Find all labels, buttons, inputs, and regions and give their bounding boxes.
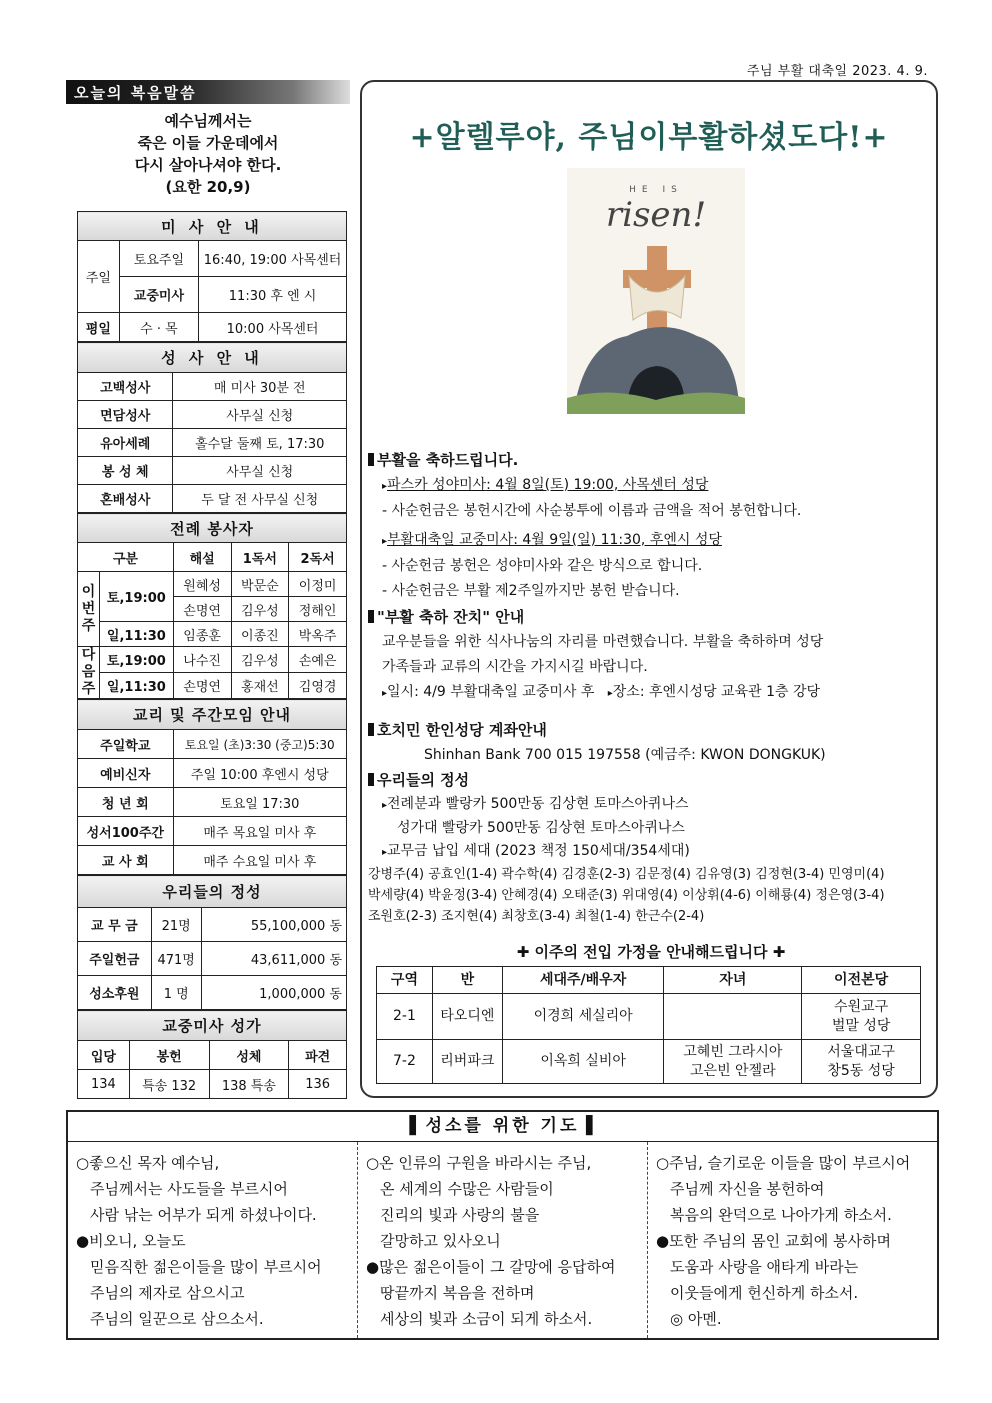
- minister-cell: 나수진: [173, 647, 231, 673]
- catechesis-value: 토요일 (초)3:30 (중고)5:30: [173, 730, 346, 759]
- minister-cell: 박문순: [231, 572, 289, 597]
- gospel-line: (요한 20,9): [165, 178, 251, 196]
- ministers-title: 전례 봉사자: [78, 514, 347, 543]
- vocation-prayer-box: [66, 1110, 939, 1340]
- donation-line: 성가대 빨랑카 500만동 김상현 토마스아퀴나스: [397, 820, 685, 836]
- newcomers-header: 구역: [377, 967, 433, 994]
- hymn-value: 134: [78, 1070, 130, 1099]
- prayer-line: 주님의 제자로 삼으시고: [90, 1284, 245, 1302]
- prayer-line: ○온 인류의 구원을 바라시는 주님,: [366, 1154, 592, 1172]
- parish-label: 교중미사: [119, 277, 198, 313]
- header-date: 주님 부활 대축일 2023. 4. 9.: [746, 64, 928, 79]
- minister-cell: 손명연: [173, 673, 231, 699]
- offering-label: 성소후원: [78, 976, 152, 1010]
- minister-slot: 토,19:00: [99, 647, 173, 673]
- newcomers-header: 반: [432, 967, 502, 994]
- catechesis-label: 성서100주간: [78, 817, 174, 846]
- minister-cell: 김우성: [231, 597, 289, 622]
- prayer-line: ◎ 아멘.: [670, 1310, 722, 1328]
- gospel-line: 다시 살아나셔야 한다.: [134, 156, 282, 174]
- vigil-note: - 사순헌금은 봉헌시간에 사순봉투에 이름과 금액을 적어 봉헌합니다.: [382, 503, 802, 519]
- ministers-table: [77, 513, 347, 699]
- offering-table: [77, 875, 347, 1010]
- sacrament-table: [77, 342, 347, 513]
- section-heading: 부활을 축하드립니다.: [368, 448, 934, 473]
- prayer-line: 복음의 완덕으로 나아가게 하소서.: [670, 1206, 892, 1224]
- prayer-line: ●또한 주님의 몸인 교회에 봉사하며: [656, 1232, 892, 1250]
- newcomer-kids: 고혜빈 그라시아 고은빈 안젤라: [664, 1040, 802, 1084]
- newcomers-header: 세대주/배우자: [502, 967, 664, 994]
- hymn-header: 성체: [209, 1041, 289, 1070]
- hymn-header: 봉헌: [129, 1041, 209, 1070]
- square-bullet-icon: [368, 723, 374, 736]
- easter-section: [368, 448, 934, 604]
- prayer-line: 진리의 빛과 사랑의 불을: [380, 1206, 540, 1224]
- prayer-line: ●비오니, 오늘도: [76, 1232, 186, 1250]
- minister-cell: 이정미: [289, 572, 347, 597]
- prayer-column: [357, 1142, 647, 1338]
- catechesis-label: 예비신자: [78, 759, 174, 788]
- prayer-line: 주님께 자신을 봉헌하여: [670, 1180, 825, 1198]
- minister-cell: 정해인: [289, 597, 347, 622]
- catechesis-value: 매주 수요일 미사 후: [173, 846, 346, 875]
- day-line: [368, 528, 934, 554]
- minister-cell: 원혜성: [173, 572, 231, 597]
- offering-amount: 43,611,000 동: [201, 942, 346, 976]
- section-heading: 호치민 한인성당 계좌안내: [368, 718, 934, 743]
- weekday-days: 수 · 목: [119, 313, 198, 342]
- minister-cell: 홍재선: [231, 673, 289, 699]
- sacrament-label: 고백성사: [78, 373, 173, 401]
- vigil-line: [368, 473, 934, 499]
- prayer-line: 갈망하고 있사오니: [380, 1232, 501, 1250]
- prayer-line: 믿음직한 젊은이들을 많이 부르시어: [90, 1258, 322, 1276]
- gospel-line: 죽은 이들 가운데에서: [137, 134, 279, 152]
- newcomer-ban: 타오디엔: [432, 994, 502, 1040]
- minister-cell: 임종훈: [173, 622, 231, 647]
- gospel-title: 오늘의 복음말씀: [66, 80, 350, 104]
- hymn-header: 입당: [78, 1041, 130, 1070]
- section-heading: "부활 축하 잔치" 안내: [368, 605, 934, 630]
- hymn-header: 파견: [289, 1041, 347, 1070]
- vigil-info: 파스카 성야미사: 4월 8일(토) 19:00, 사목센터 성당: [387, 477, 709, 493]
- donor-names-line: 조원호(2-3) 조지현(4) 최창호(3-4) 최철(1-4) 한근수(2-4): [368, 909, 705, 924]
- minister-cell: 손명연: [173, 597, 231, 622]
- offering-count: 471명: [151, 942, 201, 976]
- sacrament-value: 매 미사 30분 전: [173, 373, 347, 401]
- left-column: [66, 80, 350, 1099]
- sacrament-value: 홀수달 둘째 토, 17:30: [173, 429, 347, 457]
- ministers-header: 1독서: [231, 543, 289, 572]
- party-section: [368, 605, 934, 706]
- sacrament-label: 혼배성사: [78, 485, 173, 513]
- hymn-value: 특송 132: [129, 1070, 209, 1099]
- hymns-title: 교중미사 성가: [78, 1011, 347, 1041]
- newcomer-prev-parish: 수원교구 벌말 성당: [802, 994, 921, 1040]
- offering-count: 21명: [151, 908, 201, 942]
- ministers-header: 해설: [173, 543, 231, 572]
- offering-label: 주일헌금: [78, 942, 152, 976]
- gospel-line: 예수님께서는: [164, 112, 252, 130]
- newcomers-table: [376, 966, 921, 1084]
- offering-amount: 55,100,000 동: [201, 908, 346, 942]
- prayer-line: 땅끝까지 복음을 전하며: [380, 1284, 535, 1302]
- weekday-time: 10:00 사목센터: [199, 313, 347, 342]
- catechesis-label: 교 사 회: [78, 846, 174, 875]
- art-script-text: risen!: [605, 195, 707, 235]
- parish-time: 11:30 후 엔 시: [199, 277, 347, 313]
- day-note: - 사순헌금은 부활 제2주일까지만 봉헌 받습니다.: [382, 583, 680, 599]
- prayer-line: 온 세계의 수많은 사람들이: [380, 1180, 554, 1198]
- catechesis-label: 주일학교: [78, 730, 174, 759]
- mass-table: [77, 211, 347, 342]
- account-line: Shinhan Bank 700 015 197558 (예금주: KWON DONGKUK): [424, 747, 826, 763]
- prayer-line: 세상의 빛과 소금이 되게 하소서.: [380, 1310, 593, 1328]
- sacrament-label: 유아세례: [78, 429, 173, 457]
- minister-cell: 박옥주: [289, 622, 347, 647]
- sacrament-title: 성 사 안 내: [78, 343, 347, 373]
- catechesis-value: 주일 10:00 후엔시 성당: [173, 759, 346, 788]
- party-text: 교우분들을 위한 식사나눔의 자리를 마련했습니다. 부활을 축하하며 성당: [382, 634, 824, 650]
- minister-slot: 일,11:30: [99, 622, 173, 647]
- party-info: ▸일시: 4/9 부활대축일 교중미사 후 ▸장소: 후엔시성당 교육관 1층 강당: [382, 684, 821, 700]
- prayer-line: 이웃들에게 헌신하게 하소서.: [670, 1284, 859, 1302]
- triangle-bullet-icon: ▸: [607, 688, 613, 699]
- newcomers-header: 이전본당: [802, 967, 921, 994]
- prayer-line: ●많은 젊은이들이 그 갈망에 응답하여: [366, 1258, 616, 1276]
- triangle-bullet-icon: ▸: [382, 847, 388, 858]
- ministers-header: 구분: [78, 543, 174, 572]
- offering-amount: 1,000,000 동: [201, 976, 346, 1010]
- hymn-value: 138 특송: [209, 1070, 289, 1099]
- sacrament-label: 면담성사: [78, 401, 173, 429]
- party-text: 가족들과 교류의 시간을 가지시길 바랍니다.: [382, 659, 648, 675]
- section-heading: 우리들의 정성: [368, 768, 934, 793]
- art-top-text: HE IS: [629, 185, 683, 195]
- news-panel: [360, 80, 938, 1098]
- weekday-label: 평일: [78, 313, 120, 342]
- gospel-text: [66, 110, 350, 198]
- square-bullet-icon: [368, 773, 374, 786]
- day-note: - 사순헌금 봉헌은 성야미사와 같은 방식으로 합니다.: [382, 558, 703, 574]
- ministers-header: 2독서: [289, 543, 347, 572]
- minister-cell: 김영경: [289, 673, 347, 699]
- sacrament-value: 사무실 신청: [173, 457, 347, 485]
- offering-label: 교 무 금: [78, 908, 152, 942]
- he-is-risen-illustration: [567, 168, 745, 414]
- next-week-label: 다음주: [78, 647, 100, 699]
- newcomer-prev-parish: 서울대교구 창5동 성당: [802, 1040, 921, 1084]
- sunday-label: 주일: [78, 241, 120, 313]
- square-bullet-icon: [368, 610, 374, 623]
- minister-cell: 이종진: [231, 622, 289, 647]
- catechesis-value: 토요일 17:30: [173, 788, 346, 817]
- newcomer-head: 이경희 세실리아: [502, 994, 664, 1040]
- newcomer-ban: 리버파크: [432, 1040, 502, 1084]
- donation-section: [368, 768, 934, 927]
- minister-cell: 김우성: [231, 647, 289, 673]
- minister-cell: 손예은: [289, 647, 347, 673]
- catechesis-value: 매주 목요일 미사 후: [173, 817, 346, 846]
- hymns-table: [77, 1010, 347, 1099]
- offering-count: 1 명: [151, 976, 201, 1010]
- prayer-line: 사람 낚는 어부가 되게 하셨나이다.: [90, 1206, 317, 1224]
- sacrament-label: 봉 성 체: [78, 457, 173, 485]
- donor-names-line: 박세량(4) 박윤정(3-4) 안혜경(4) 오태준(3) 위대영(4) 이상휘(4-6) 이해룡(4) 정은영(3-4): [368, 888, 885, 903]
- minister-slot: 일,11:30: [99, 673, 173, 699]
- donation-line: ▸교무금 납입 세대 (2023 책정 150세대/354세대): [382, 843, 690, 859]
- donor-names: [368, 864, 934, 927]
- triangle-bullet-icon: ▸: [382, 536, 388, 547]
- triangle-bullet-icon: ▸: [382, 800, 388, 811]
- prayer-column: [68, 1142, 357, 1338]
- prayer-line: 도움과 사랑을 애타게 바라는: [670, 1258, 859, 1276]
- sacrament-value: 사무실 신청: [173, 401, 347, 429]
- easter-banner: +알렐루야, 주님이부활하셨도다!+: [409, 120, 889, 155]
- catechesis-table: [77, 699, 347, 875]
- prayer-line: ○주님, 슬기로운 이들을 많이 부르시어: [656, 1154, 911, 1172]
- newcomers-title: ✚ 이주의 전입 가정을 안내해드립니다 ✚: [516, 943, 786, 961]
- donation-line: ▸전례분과 빨랑카 500만동 김상현 토마스아퀴나스: [382, 796, 689, 812]
- triangle-bullet-icon: ▸: [382, 481, 388, 492]
- hymn-value: 136: [289, 1070, 347, 1099]
- minister-slot: 토,19:00: [99, 572, 173, 622]
- square-bullet-icon: [368, 453, 374, 466]
- newcomer-head: 이옥희 실비아: [502, 1040, 664, 1084]
- this-week-label: 이번주: [78, 572, 100, 647]
- donor-names-line: 강병주(4) 공효인(1-4) 곽수학(4) 김경훈(2-3) 김문정(4) 김유영(3) 김정현(3-4) 민영미(4): [368, 867, 885, 882]
- newcomer-kids: [664, 994, 802, 1040]
- newcomer-zone: 7-2: [377, 1040, 433, 1084]
- prayer-line: 주님께서는 사도들을 부르시어: [90, 1180, 288, 1198]
- offering-title: 우리들의 정성: [78, 876, 347, 908]
- newcomer-zone: 2-1: [377, 994, 433, 1040]
- prayer-line: 주님의 일꾼으로 삼으소서.: [90, 1310, 264, 1328]
- sat-time: 16:40, 19:00 사목센터: [199, 241, 347, 277]
- sacrament-value: 두 달 전 사무실 신청: [173, 485, 347, 513]
- catechesis-label: 청 년 회: [78, 788, 174, 817]
- day-info: 부활대축일 교중미사: 4월 9일(일) 11:30, 후엔시 성당: [387, 532, 722, 548]
- prayer-title: ▌성소를 위한 기도▐: [68, 1112, 937, 1142]
- mass-title: 미 사 안 내: [78, 212, 347, 241]
- triangle-bullet-icon: ▸: [382, 688, 388, 699]
- newcomers-header: 자녀: [664, 967, 802, 994]
- catechesis-title: 교리 및 주간모임 안내: [78, 700, 347, 730]
- sat-label: 토요주일: [119, 241, 198, 277]
- account-section: [368, 718, 934, 768]
- prayer-column: [647, 1142, 937, 1338]
- prayer-line: ○좋으신 목자 예수님,: [76, 1154, 220, 1172]
